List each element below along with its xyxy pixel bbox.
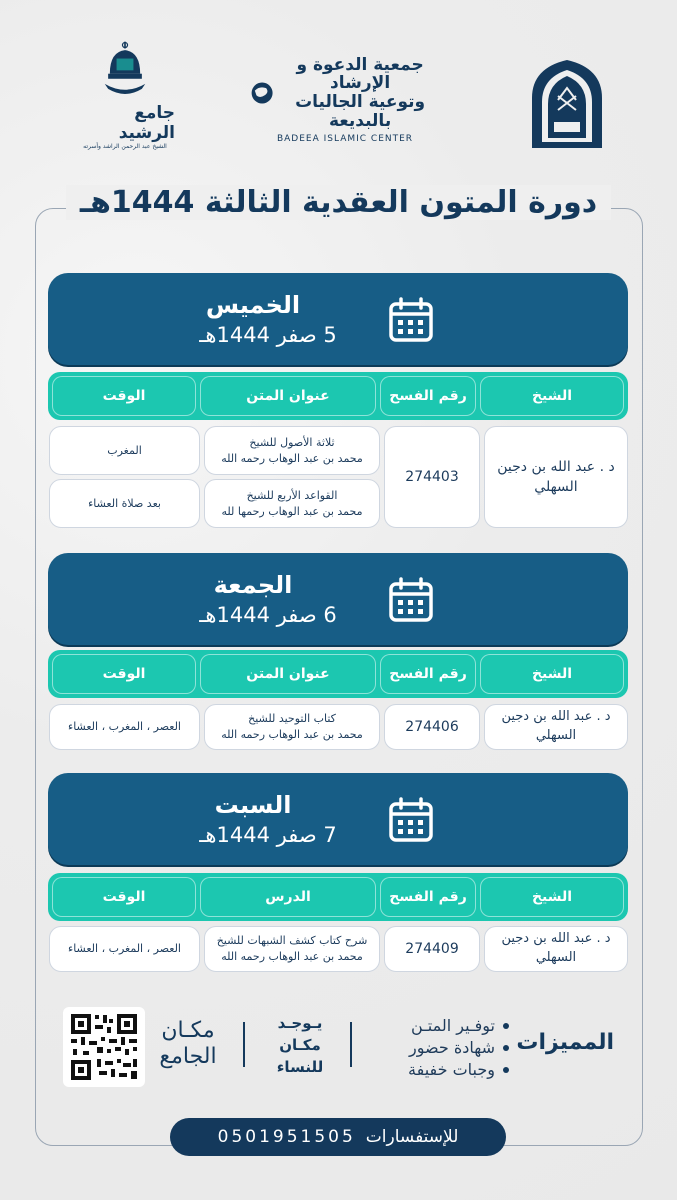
time-cell: بعد صلاة العشاء — [49, 479, 200, 528]
divider — [243, 1022, 245, 1067]
title-line-2: محمد بن عبد الوهاب رحمه الله — [221, 451, 363, 465]
day-date: 5 صفر 1444هـ — [199, 323, 337, 347]
title-cell — [204, 704, 380, 750]
women-line-1: يـوجـد — [277, 1014, 323, 1032]
header-sheikh: الشيخ — [480, 654, 624, 694]
women-line-2: مكـان — [279, 1036, 321, 1054]
mosque-location-label — [148, 1018, 228, 1070]
sheikh-cell: د . عبد الله بن دجين السهلي — [484, 926, 628, 972]
mosque-dome-icon — [95, 40, 155, 99]
bullet-icon — [503, 1023, 509, 1029]
day-name: السبت — [214, 791, 292, 819]
globe-icon — [250, 78, 274, 108]
feature-text: وجبات خفيفة — [408, 1060, 495, 1079]
contact-phone[interactable]: 0501951505 — [217, 1127, 356, 1147]
org-name-line1: جمعية الدعوة و الإرشاد — [296, 54, 424, 94]
header-room: رقم الفسح — [380, 654, 476, 694]
title-line-1: شرح كتاب كشف الشبهات للشيخ — [216, 934, 368, 948]
header-room: رقم الفسح — [380, 877, 476, 917]
title-cell — [204, 426, 380, 475]
room-cell: 274406 — [384, 704, 480, 750]
title-cell — [204, 479, 380, 528]
header-sheikh: الشيخ — [480, 877, 624, 917]
header-time: الوقت — [52, 654, 196, 694]
bullet-icon — [503, 1045, 509, 1051]
org-english-name: BADEEA ISLAMIC CENTER — [276, 134, 414, 145]
time-cell: العصر ، المغرب ، العشاء — [49, 704, 200, 750]
title-line-1: القواعد الأربع للشيخ — [246, 488, 338, 502]
rasheed-mosque-logo — [75, 40, 175, 150]
title-line-2: محمد بن عبد الوهاب رحمها لله — [221, 504, 363, 518]
title-line-2: محمد بن عبد الوهاب رحمه الله — [221, 728, 363, 741]
day-date: 6 صفر 1444هـ — [199, 603, 337, 627]
qr-code-icon — [63, 1007, 145, 1087]
time-cell: المغرب — [49, 426, 200, 475]
calendar-icon — [388, 297, 434, 343]
title-line-1: ثلاثة الأصول للشيخ — [249, 435, 335, 449]
header-lesson: الدرس — [200, 877, 376, 917]
mosque-arch-icon — [528, 58, 606, 148]
header-room: رقم الفسح — [380, 376, 476, 416]
title-wrap — [60, 185, 617, 220]
day-header-saturday — [48, 773, 628, 865]
table-header-row — [48, 372, 628, 420]
header-title: عنوان المتن — [200, 376, 376, 416]
location-qr-code[interactable] — [63, 1007, 145, 1087]
feature-item — [359, 1015, 509, 1037]
header-title: عنوان المتن — [200, 654, 376, 694]
day-header-thursday — [48, 273, 628, 365]
sheikh-cell: د . عبد الله بن دجين السهلي — [484, 704, 628, 750]
table-header-row — [48, 873, 628, 921]
calendar-icon — [388, 577, 434, 623]
feature-text: شهادة حضور — [408, 1038, 495, 1057]
place-line-1: مكـان — [161, 1018, 215, 1043]
room-cell: 274403 — [384, 426, 480, 528]
table-header-row — [48, 650, 628, 698]
header-time: الوقت — [52, 376, 196, 416]
day-header-friday — [48, 553, 628, 645]
ministry-logo — [517, 55, 617, 150]
page-title: دورة المتون العقدية الثالثة 1444هـ — [66, 185, 611, 220]
header-sheikh: الشيخ — [480, 376, 624, 416]
feature-item — [359, 1059, 509, 1081]
title-cell — [204, 926, 380, 972]
day-name: الجمعة — [213, 571, 293, 599]
features-title: المميزات — [516, 1030, 614, 1055]
divider — [350, 1022, 352, 1067]
women-line-3: للنساء — [276, 1058, 324, 1076]
women-place-note — [270, 1012, 330, 1078]
time-cell: العصر ، المغرب ، العشاء — [49, 926, 200, 972]
bullet-icon — [503, 1067, 509, 1073]
room-cell: 274409 — [384, 926, 480, 972]
place-line-2: الجامع — [159, 1044, 217, 1069]
contact-pill[interactable] — [170, 1118, 506, 1156]
day-date: 7 صفر 1444هـ — [199, 823, 337, 847]
mosque-name: جامع الرشيد — [118, 103, 175, 143]
calendar-icon — [388, 797, 434, 843]
title-line-2: محمد بن عبد الوهاب رحمه الله — [221, 950, 363, 963]
mosque-sponsor: الشيخ عبد الرحمن الراشد وأسرته — [83, 143, 167, 150]
features-list — [359, 1015, 509, 1081]
sheikh-cell: د . عبد الله بن دجين السهلي — [484, 426, 628, 528]
title-line-1: كتاب التوحيد للشيخ — [248, 712, 336, 726]
org-name-line2: وتوعية الجاليات بالبديعة — [295, 92, 426, 131]
badeea-center-logo — [250, 54, 440, 145]
contact-label: للإستفسارات — [365, 1127, 459, 1147]
day-name: الخميس — [205, 291, 301, 319]
feature-text: توفـير المتـن — [410, 1016, 495, 1035]
header-time: الوقت — [52, 877, 196, 917]
feature-item — [359, 1037, 509, 1059]
